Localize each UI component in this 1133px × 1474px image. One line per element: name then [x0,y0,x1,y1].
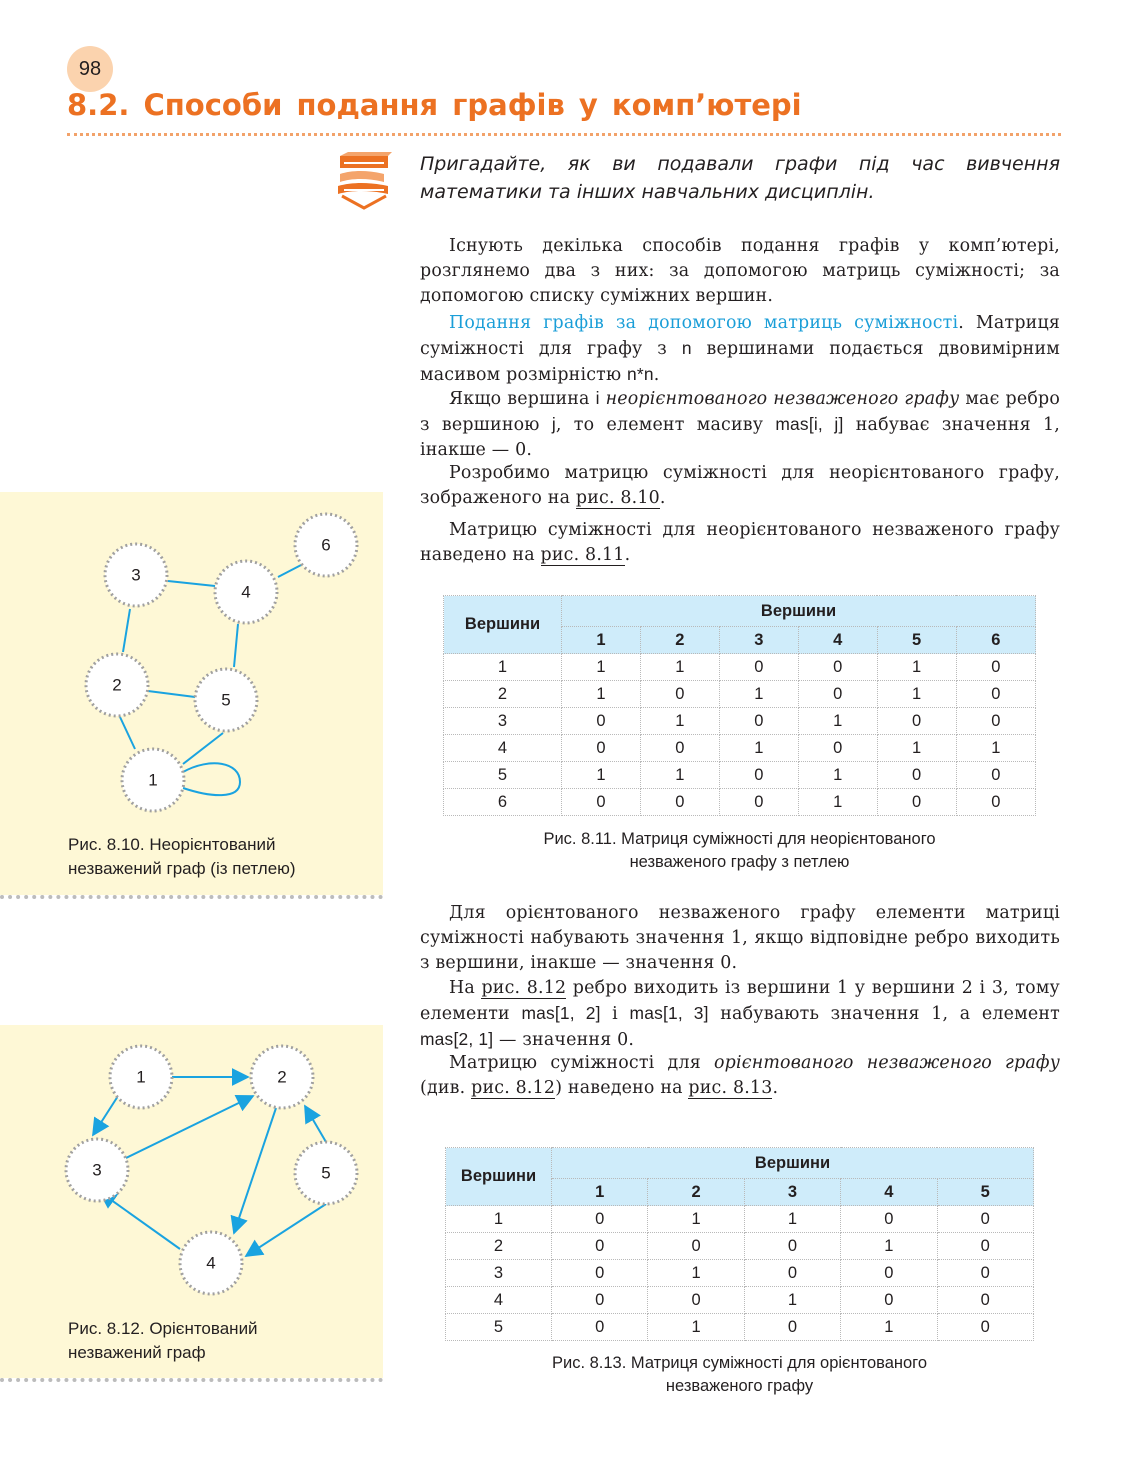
text-run: На [449,978,482,998]
node-label: 3 [92,1160,102,1180]
column-header: 2 [648,1179,744,1206]
table-row [446,1260,1034,1287]
table-cell: 0 [552,1233,648,1260]
row-header-cell: 3 [446,1260,552,1287]
table-cell: 0 [877,708,956,735]
remember-text: Пригадайте, як ви подавали графи під час вивчення математики та інших навчальних дисциплін. [420,153,1060,203]
table-row [446,1206,1034,1233]
table-cell: 1 [798,762,877,789]
graph-edge [234,624,238,667]
caption-line: Рис. 8.12. Орієнтований [68,1319,258,1338]
graph-arrow [93,1096,118,1135]
table-cell: 0 [719,708,798,735]
column-header: 5 [877,627,956,654]
paragraph-directed-rule: Для орієнтованого незваженого графу елементи матриці суміжності набувають значення 1, якщо відповідне ребро виходить з вершини, інакше — значення 0. [420,903,1060,973]
node-label: 5 [321,1163,331,1183]
table-cell: 1 [798,708,877,735]
table-cell: 0 [937,1314,1034,1341]
graph-edge [183,733,223,764]
figure-caption-8-11 [443,828,1036,874]
graph-arrow [100,1192,180,1249]
graph-arrow [246,1204,326,1256]
row-header-cell: 5 [444,762,562,789]
table-cell: 1 [640,708,719,735]
node-label: 1 [136,1067,146,1087]
node-label: 4 [206,1253,216,1273]
figure-ref-8-10[interactable]: рис. 8.10 [575,488,660,508]
table-cell: 0 [956,681,1035,708]
figure-ref-8-11[interactable]: рис. 8.11 [540,545,625,565]
code-j: j [551,414,556,434]
graph-edge [168,581,215,586]
table-cell: 0 [956,789,1035,816]
text-run: Матрицю суміжності для [449,1053,714,1073]
graph-arrow [305,1106,326,1142]
paragraph-undirected-rule [420,386,1060,463]
node-label: 6 [321,535,331,555]
figure-caption-8-10 [68,833,368,881]
table-row [444,681,1036,708]
caption-line: Рис. 8.10. Неорієнтований [68,835,276,854]
column-header: 5 [937,1179,1034,1206]
table-cell: 0 [841,1260,937,1287]
table-corner-header: Вершини [446,1148,552,1206]
table-cell: 0 [640,789,719,816]
title-divider [67,133,1061,136]
table-cell: 0 [552,1314,648,1341]
row-header-cell: 1 [444,654,562,681]
table-group-header: Вершини [552,1148,1034,1179]
figure-ref-8-12[interactable]: рис. 8.12 [481,978,567,998]
table-row [444,654,1036,681]
table-cell: 0 [937,1287,1034,1314]
adjacency-table-8-13 [445,1147,1034,1341]
undirected-graph-diagram [0,492,383,822]
table-cell: 0 [640,681,719,708]
table-cell: 0 [744,1314,840,1341]
adjacency-table-8-11 [443,595,1036,816]
figure-panel-8-10 [0,492,383,895]
text-run: Якщо вершина [449,389,596,409]
paragraph-develop-matrix [420,461,1060,511]
table-cell: 0 [937,1260,1034,1287]
table-cell: 1 [877,681,956,708]
node-label: 5 [221,690,231,710]
table-cell: 1 [640,654,719,681]
graph-arrow [234,1108,276,1233]
row-header-cell: 2 [444,681,562,708]
table-cell: 0 [648,1233,744,1260]
table-cell: 1 [648,1314,744,1341]
table-row [444,762,1036,789]
text-run: . [772,1078,779,1098]
table-cell: 1 [562,762,641,789]
table-cell: 1 [719,681,798,708]
table-cell: 1 [648,1260,744,1287]
text-run: набуває значення 1, інакше — 0. [420,415,1061,460]
row-header-cell: 5 [446,1314,552,1341]
panel-divider [0,895,383,899]
node-label: 1 [148,770,158,790]
table-cell: 1 [877,654,956,681]
code-n: n [681,338,692,358]
graph-loop-edge [183,763,240,795]
table-cell: 0 [937,1233,1034,1260]
text-run: вершинами подається двовимірним масивом розмірністю [420,339,1060,385]
row-header-cell: 4 [444,735,562,762]
graph-edge [148,691,195,697]
column-header: 4 [841,1179,937,1206]
graph-edge [120,717,135,749]
panel-divider [0,1378,383,1382]
caption-line: Рис. 8.13. Матриця суміжності для орієнтованого [551,1354,928,1372]
table-row [444,735,1036,762]
text-run: , то елемент масиву [555,415,776,435]
term-directed-graph: орієнтованого незваженого графу [714,1053,1060,1073]
table-cell: 1 [562,681,641,708]
code-nn: n*n [627,364,654,384]
table-cell: 0 [648,1287,744,1314]
table-cell: 0 [719,654,798,681]
table-cell: 1 [648,1206,744,1233]
table-cell: 0 [956,708,1035,735]
paragraph-matrix-shown [420,518,1060,568]
graph-edge [123,609,130,652]
column-header: 2 [640,627,719,654]
section-title: 8.2. Способи подання графів у комп’ютері [67,88,802,122]
page-number: 98 [67,46,113,92]
row-header-cell: 3 [444,708,562,735]
table-corner-header: Вершини [444,596,562,654]
table-row [446,1287,1034,1314]
table-cell: 0 [719,762,798,789]
text-run: — значення 0. [493,1030,635,1050]
table-cell: 1 [719,735,798,762]
table-cell: 0 [562,789,641,816]
row-header-cell: 4 [446,1287,552,1314]
row-header-cell: 2 [446,1233,552,1260]
code-mas-1-2: mas[1, 2] [521,1003,601,1023]
table-cell: 0 [798,735,877,762]
text-run: . [624,545,631,565]
table-cell: 0 [798,654,877,681]
text-run: набувають значення 1, а елемент [708,1004,1060,1024]
column-header: 3 [744,1179,840,1206]
column-header: 3 [719,627,798,654]
row-header-cell: 1 [446,1206,552,1233]
text-run: ребро виходить із вершини 1 у вершини 2 і 3, тому елементи [420,978,1060,1024]
table-cell: 1 [877,735,956,762]
figure-caption-8-13 [445,1352,1034,1398]
code-mas-1-3: mas[1, 3] [629,1003,709,1023]
text-run: має ребро з вершиною [420,389,1061,435]
table-cell: 0 [956,762,1035,789]
table-cell: 0 [877,789,956,816]
text-run: . [659,488,666,508]
term-undirected-graph: неорієнтованого незваженого графу [605,389,960,409]
table-cell: 0 [552,1287,648,1314]
directed-graph-diagram [0,1025,383,1315]
code-mas-2-1: mas[2, 1] [420,1029,494,1049]
column-header: 6 [956,627,1035,654]
figure-ref-8-12[interactable]: рис. 8.12 [471,1078,556,1098]
figure-caption-8-12 [68,1317,368,1365]
code-i: і [595,388,600,408]
text-run: . [653,365,660,385]
table-cell: 0 [552,1260,648,1287]
caption-line: незваженого графу з петлею [629,853,850,871]
table-cell: 0 [640,735,719,762]
table-cell: 0 [798,681,877,708]
caption-line: незваженого графу [665,1377,814,1395]
node-label: 2 [277,1067,287,1087]
table-group-header: Вершини [562,596,1036,627]
node-label: 2 [112,675,122,695]
caption-line: незважений граф [68,1343,206,1362]
paragraph-example-edges [420,976,1060,1053]
column-header: 4 [798,627,877,654]
books-icon [334,150,394,214]
table-cell: 1 [841,1233,937,1260]
table-cell: 0 [841,1287,937,1314]
table-row [444,789,1036,816]
table-row [444,708,1036,735]
text-run: ) наведено на [555,1078,689,1098]
table-cell: 0 [956,654,1035,681]
row-header-cell: 6 [444,789,562,816]
text-run: Матрицю суміжності для неорієнтованого незваженого графу наведено на [420,520,1060,565]
table-cell: 0 [562,708,641,735]
caption-line: незважений граф (із петлею) [68,859,296,878]
node-label: 4 [241,582,251,602]
code-mas-ij: mas[i, j] [775,414,844,434]
table-cell: 0 [562,735,641,762]
node-label: 3 [131,565,141,585]
figure-panel-8-12 [0,1025,383,1378]
text-run: і [600,1004,630,1024]
table-cell: 0 [552,1206,648,1233]
figure-ref-8-13[interactable]: рис. 8.13 [688,1078,773,1098]
table-cell: 0 [744,1233,840,1260]
table-row [446,1233,1034,1260]
text-run: . Матриця суміжності для графу з [420,313,1061,359]
text-run: Розробимо матрицю суміжності для неорієнтованого графу, зображеного на [420,463,1060,508]
table-cell: 0 [719,789,798,816]
table-cell: 1 [841,1314,937,1341]
table-cell: 1 [798,789,877,816]
column-header: 1 [562,627,641,654]
table-cell: 1 [956,735,1035,762]
table-cell: 0 [841,1206,937,1233]
table-cell: 0 [937,1206,1034,1233]
term-link-adjacency-matrix: Подання графів за допомогою матриць суміжності [449,313,959,333]
table-cell: 0 [877,762,956,789]
paragraph-adjacency-matrix [420,311,1060,388]
table-row [446,1314,1034,1341]
table-cell: 1 [562,654,641,681]
paragraph-directed-matrix-shown [420,1051,1060,1101]
caption-line: Рис. 8.11. Матриця суміжності для неорієнтованого [543,830,936,848]
table-cell: 1 [744,1206,840,1233]
table-cell: 1 [744,1287,840,1314]
table-cell: 1 [640,762,719,789]
paragraph-intro: Існують декілька способів подання графів у комп’ютері, розглянемо два з них: за допомогою матриць суміжності; за допомогою списку суміжних вершин. [420,236,1060,306]
table-cell: 0 [744,1260,840,1287]
column-header: 1 [552,1179,648,1206]
text-run: (див. [420,1078,472,1098]
